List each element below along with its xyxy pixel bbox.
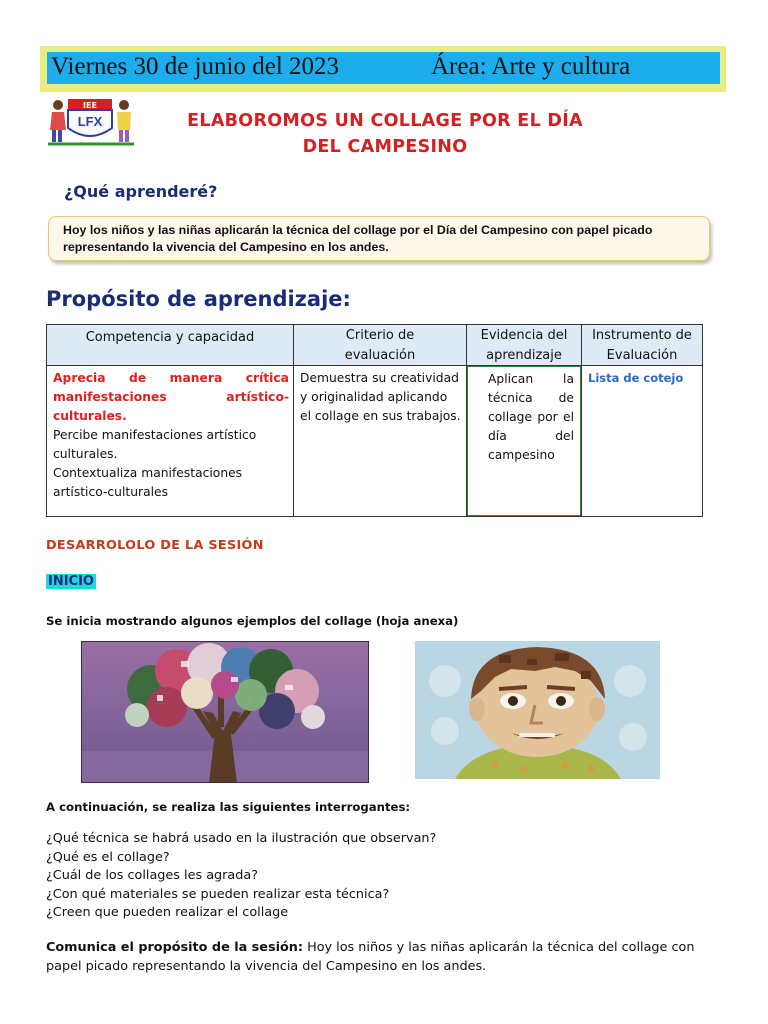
comunica-label: Comunica el propósito de la sesión: (46, 940, 303, 955)
comunica-text: Hoy los niños y las niñas aplicarán la técnica del collage con papel picado representando la vivencia del Campesino en los andes. (46, 940, 695, 974)
learn-heading: ¿Qué aprenderé? (64, 182, 218, 201)
table-cell-instrumento: Lista de cotejo (581, 365, 703, 517)
question-item: ¿Cuál de los collages les agrada? (46, 868, 259, 884)
collage-tree-image (81, 641, 369, 783)
header-banner (40, 46, 726, 92)
inicio-label: INICIO (48, 574, 94, 589)
school-logo (46, 96, 136, 148)
table-header-evidencia: Evidencia del aprendizaje (466, 324, 582, 366)
logo-badge-text: IEE (83, 101, 97, 110)
table-header-competencia: Competencia y capacidad (46, 324, 294, 366)
question-item: ¿Con qué materiales se pueden realizar esta técnica? (46, 886, 390, 902)
header-banner-inner (47, 52, 720, 84)
session-intro: Se inicia mostrando algunos ejemplos del collage (hoja anexa) (46, 614, 459, 628)
question-item: ¿Qué técnica se habrá usado en la ilustración que observan? (46, 831, 437, 846)
competencia-main: Aprecia de manera crítica manifestaciones artístico-culturales. (53, 371, 289, 423)
purpose-heading: Propósito de aprendizaje: (46, 287, 351, 311)
collage-face-image (415, 641, 660, 779)
continuacion-text: A continuación, se realiza las siguientes interrogantes: (46, 800, 411, 814)
table-cell-evidencia-wrap (466, 365, 582, 517)
logo-text: LFX (77, 114, 103, 129)
competencia-item: Contextualiza manifestaciones artístico-culturales (53, 466, 243, 499)
header-date: Viernes 30 de junio del 2023 (51, 53, 340, 80)
page-title-line1: ELABOROMOS UN COLLAGE POR EL DÍA (187, 111, 583, 131)
table-header-instrumento: Instrumento de Evaluación (581, 324, 703, 366)
table-cell-evidencia: Aplican la técnica de collage por el día del campesino (467, 366, 581, 516)
question-list (46, 830, 436, 923)
header-area: Área: Arte y cultura (431, 53, 631, 80)
learn-callout: Hoy los niños y las niñas aplicarán la técnica del collage por el Día del Campesino con papel picado representando la vivencia del Campesino en los andes. (48, 216, 710, 261)
table-cell-criterio: Demuestra su creatividad y originalidad aplicando el collage en sus trabajos. (293, 365, 467, 517)
table-header-criterio: Criterio de evaluación (293, 324, 467, 366)
question-item: ¿Qué es el collage? (46, 849, 170, 865)
comunica-paragraph (46, 938, 716, 976)
table-cell-competencia (46, 365, 294, 517)
session-heading: DESARROLOLO DE LA SESIÓN (46, 538, 264, 553)
page-title (130, 108, 640, 160)
competencia-item: Percibe manifestaciones artístico culturales. (53, 428, 257, 461)
question-item: ¿Creen que pueden realizar el collage (46, 905, 289, 921)
purpose-table (46, 324, 703, 517)
page-title-line2: DEL CAMPESINO (302, 137, 468, 157)
